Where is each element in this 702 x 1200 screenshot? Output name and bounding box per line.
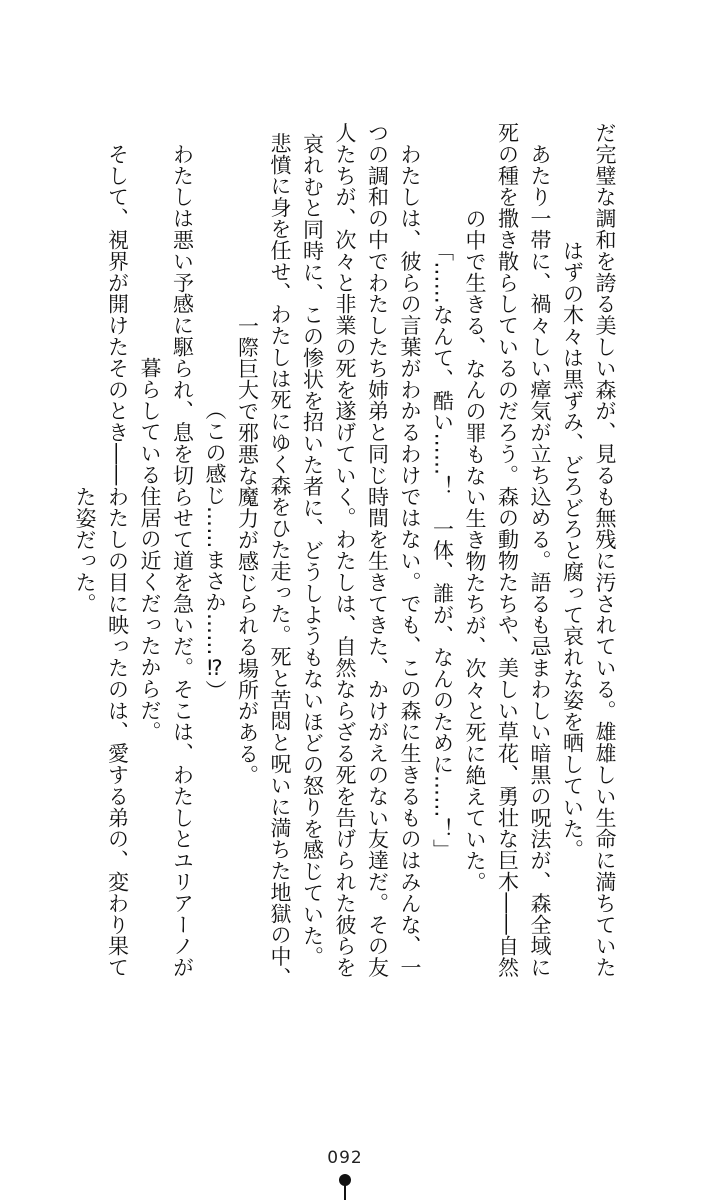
folio-line-ornament <box>344 1184 346 1200</box>
text-line: 一際巨大で邪悪な魔力が感じられる場所がある。 <box>235 314 260 786</box>
text-line: た姿だった。 <box>73 485 97 615</box>
text-line: 暮らしている住居の近くだったからだ。 <box>138 357 162 743</box>
text-line: （この感じ……まさか……⁉） <box>203 398 227 702</box>
text-line: あたり一帯に、禍々しい瘴気が立ち込める。語るも忌まわしい暗黒の呪法が、森全域に <box>528 122 552 978</box>
page-number: 092 <box>327 1148 363 1168</box>
text-line: 悲憤に身を任せ、わたしは死にゆく森をひた走った。死と苦悶と呪いに満ちた地獄の中、 <box>268 111 292 989</box>
text-line: 死の種を撒き散らしているのだろう。森の動物たちや、美しい草花、勇壮な巨木――自然 <box>495 122 520 978</box>
text-line: 哀れむと同時に、この惨状を招いた者に、どうしようもないほどの怒りを感じていた。 <box>300 132 325 968</box>
text-line: の中で生きる、なんの罪もない生き物たちが、次々と死に絶えていた。 <box>463 207 487 893</box>
text-line: 「……なんて、酷い……！ 一体、誰が、なんのために……！」 <box>430 239 455 861</box>
text-line: だ完璧な調和を誇る美しい森が、見るも無残に汚されている。雄雄しい生命に満ちていた <box>593 122 617 978</box>
text-line: つの調和の中でわたしたち姉弟と同じ時間を生きてきた、かけがえのない友達だ。その友 <box>365 122 390 978</box>
text-line: はずの木々は黒ずみ、どろどろと腐って哀れな姿を晒していた。 <box>560 239 585 861</box>
text-line: 人たちが、次々と非業の死を遂げていく。わたしは、自然ならざる死を告げられた彼らを <box>333 122 357 978</box>
text-line: わたしは悪い予感に駆られ、息を切らせて道を急いだ。そこは、わたしとユリアーノが <box>170 122 195 978</box>
text-line: そして、視界が開けたそのとき――わたしの目に映ったのは、愛する弟の、変わり果て <box>105 122 130 978</box>
text-line: わたしは、彼らの言葉がわかるわけではない。でも、この森に生きるものはみんな、一 <box>398 122 422 978</box>
